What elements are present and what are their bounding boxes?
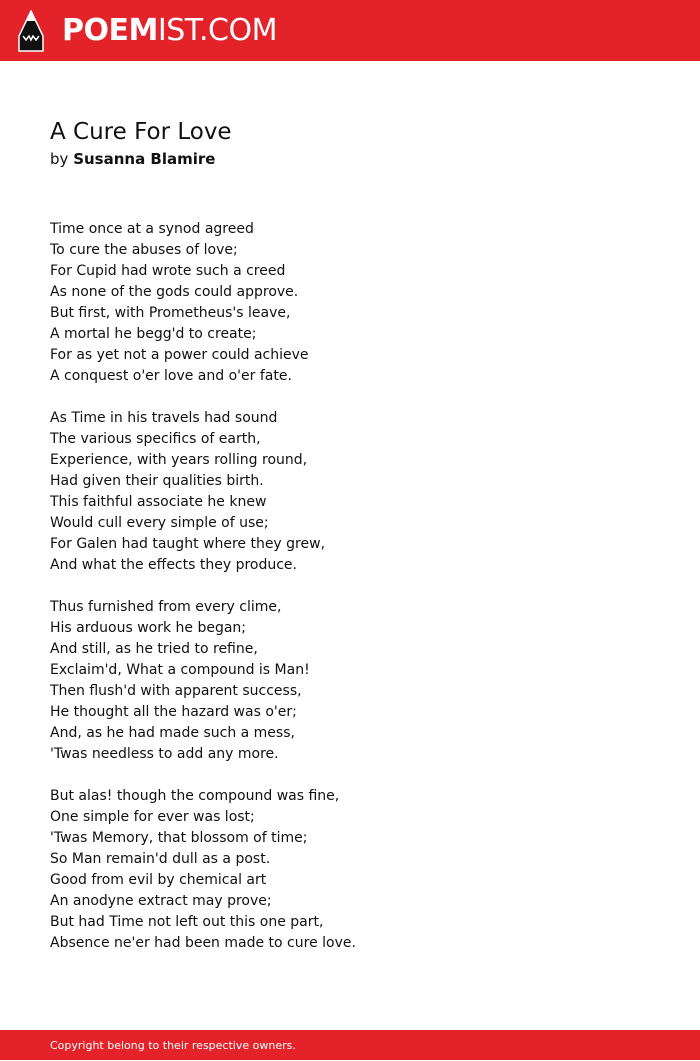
- poem-line: But had Time not left out this one part,: [50, 914, 324, 930]
- poem-line: To cure the abuses of love;: [50, 242, 238, 258]
- poem-line: And what the effects they produce.: [50, 557, 297, 573]
- poem-line: Experience, with years rolling round,: [50, 452, 308, 468]
- poem-line: He thought all the hazard was o'er;: [50, 704, 297, 720]
- poem-line: His arduous work he began;: [50, 620, 247, 636]
- poem-line: Had given their qualities birth.: [50, 473, 264, 489]
- poem-byline: [50, 148, 215, 170]
- poem-line: The various specifics of earth,: [50, 431, 261, 447]
- poem-line: 'Twas needless to add any more.: [50, 746, 279, 762]
- poem-line: Absence ne'er had been made to cure love.: [50, 935, 356, 951]
- poem-line: 'Twas Memory, that blossom of time;: [50, 830, 308, 846]
- site-footer: [0, 1030, 700, 1060]
- logo-bold-text: POEM: [62, 13, 158, 48]
- poem-line: For as yet not a power could achieve: [50, 347, 309, 363]
- pencil-tip-icon[interactable]: [18, 10, 44, 52]
- poem-line: Time once at a synod agreed: [50, 221, 254, 237]
- copyright-notice: Copyright belong to their respective owners.: [50, 1039, 296, 1052]
- poem-line: For Galen had taught where they grew,: [50, 536, 326, 552]
- poem-line: As none of the gods could approve.: [50, 284, 299, 300]
- poem-body: [50, 219, 650, 975]
- poem-line: Thus furnished from every clime,: [50, 599, 282, 615]
- poem-title: A Cure For Love: [50, 119, 232, 145]
- poem-line: A mortal he begg'd to create;: [50, 326, 257, 342]
- poem-line: As Time in his travels had sound: [50, 410, 278, 426]
- poem-line: And still, as he tried to refine,: [50, 641, 258, 657]
- poem-line: An anodyne extract may prove;: [50, 893, 272, 909]
- stanza-4: [50, 786, 650, 954]
- poem-line: But alas! though the compound was fine,: [50, 788, 340, 804]
- poem-line: For Cupid had wrote such a creed: [50, 263, 286, 279]
- stanza-3: [50, 597, 650, 765]
- poem-line: One simple for ever was lost;: [50, 809, 255, 825]
- poem-line: So Man remain'd dull as a post.: [50, 851, 271, 867]
- site-logo[interactable]: [62, 10, 277, 52]
- poem-author: Susanna Blamire: [73, 150, 216, 168]
- site-header: [0, 0, 700, 61]
- by-label: by: [50, 150, 69, 168]
- poem-line: And, as he had made such a mess,: [50, 725, 295, 741]
- stanza-1: [50, 219, 650, 387]
- poem-line: But first, with Prometheus's leave,: [50, 305, 291, 321]
- poem-line: Good from evil by chemical art: [50, 872, 267, 888]
- logo-light-text: IST.COM: [157, 13, 277, 48]
- poem-line: A conquest o'er love and o'er fate.: [50, 368, 292, 384]
- poem-line: Would cull every simple of use;: [50, 515, 269, 531]
- poem-line: Exclaim'd, What a compound is Man!: [50, 662, 310, 678]
- stanza-2: [50, 408, 650, 576]
- poem-line: Then flush'd with apparent success,: [50, 683, 302, 699]
- poem-line: This faithful associate he knew: [50, 494, 267, 510]
